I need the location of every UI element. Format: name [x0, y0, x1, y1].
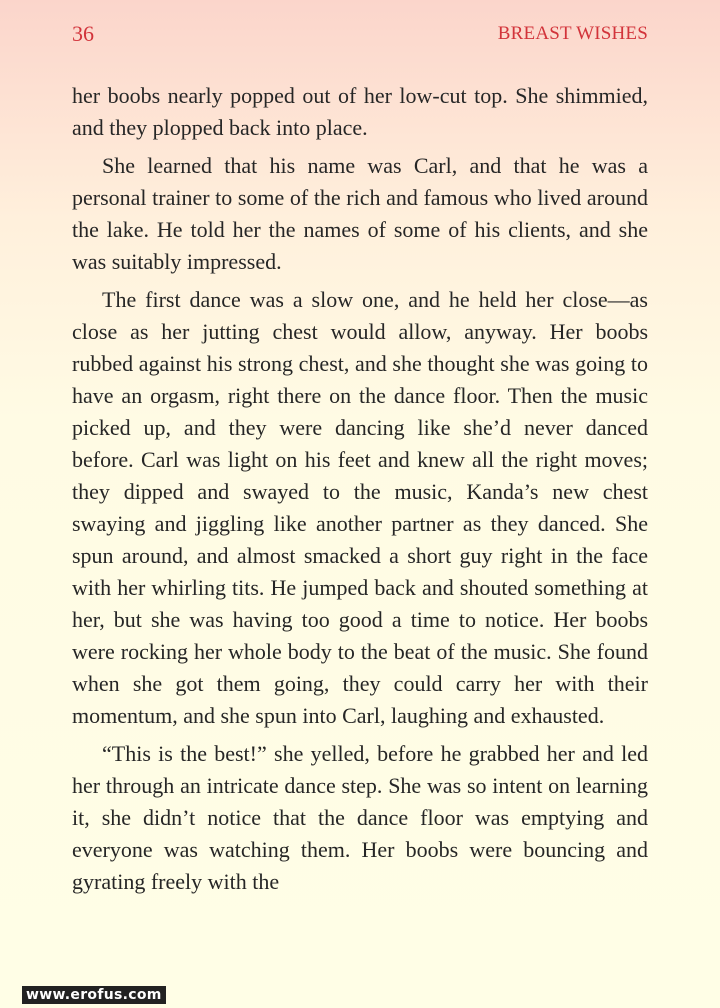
page-number: 36	[72, 21, 94, 46]
running-head: BREAST WISHES	[497, 23, 648, 44]
body-text	[72, 80, 648, 904]
watermark: www.erofus.com	[22, 986, 166, 1004]
paragraph-2: She learned that his name was Carl, and that he was a personal trainer to some of the rich and famous who lived around the lake. He told her the names of some of his clients, and she was suitably impressed.	[72, 153, 648, 274]
page-header	[72, 18, 648, 50]
paragraph-1: her boobs nearly popped out of her low-cut top. She shimmied, and they plopped back into place.	[72, 83, 648, 140]
paragraph-3: The first dance was a slow one, and he held her close—as close as her jutting chest would allow, anyway. Her boobs rubbed against his strong chest, and she thought she was going to have an orgasm, right there on the dance floor. Then the music picked up, and they were dancing like she’d never danced before. Carl was light on his feet and knew all the right moves; they dipped and swayed to the music, Kanda’s new chest swaying and jiggling like another partner as they danced. She spun around, and almost smacked a short guy right in the face with her whirling tits. He jumped back and shouted something at her, but she was having too good a time to notice. Her boobs were rocking her whole body to the beat of the music. She found when she got them going, they could carry her with their momentum, and she spun into Carl, laughing and exhausted.	[72, 287, 648, 728]
paragraph-4: “This is the best!” she yelled, before he grabbed her and led her through an intricate dance step. She was so intent on learning it, she didn’t notice that the dance floor was emptying and everyone was watching them. Her boobs were bouncing and gyrating freely with the	[72, 741, 648, 894]
